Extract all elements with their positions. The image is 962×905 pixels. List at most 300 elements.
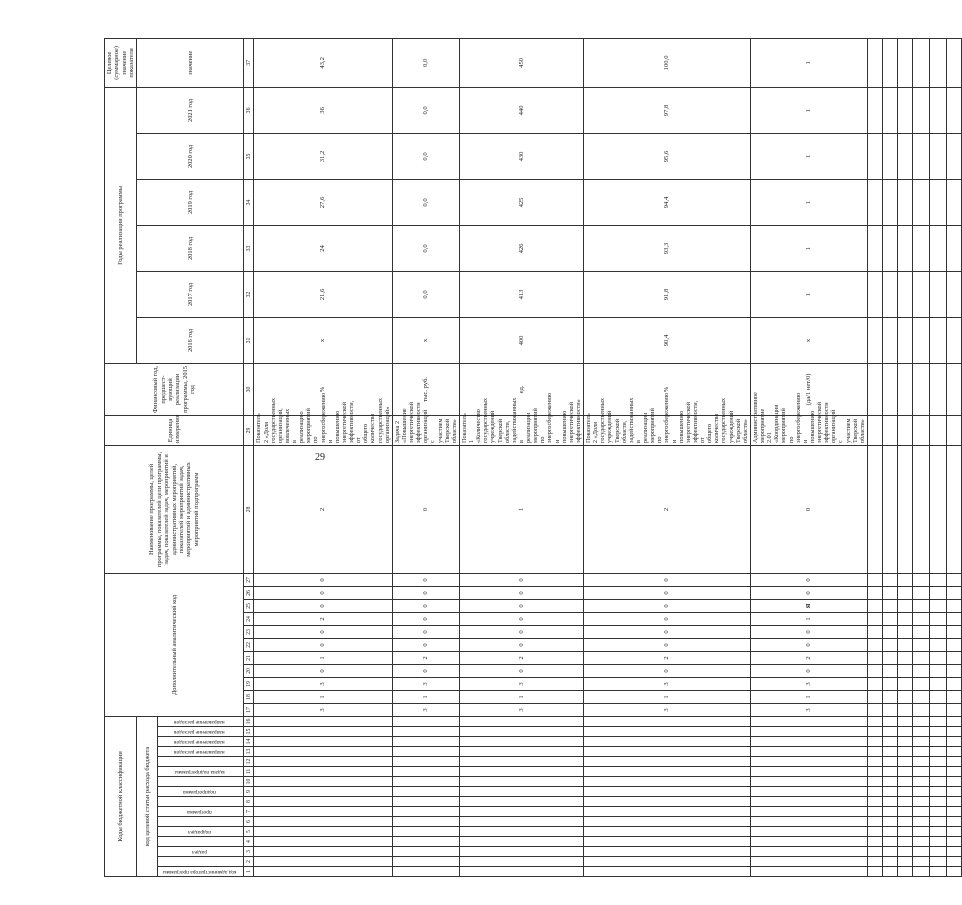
budget-code-cell xyxy=(459,827,583,837)
empty-cell xyxy=(897,727,912,737)
empty-cell xyxy=(882,857,897,867)
column-number: 17 xyxy=(244,703,254,716)
empty-cell xyxy=(912,787,929,797)
column-number: 7 xyxy=(244,807,254,817)
empty-cell xyxy=(929,817,946,827)
budget-code-cell xyxy=(254,747,392,757)
empty-cell xyxy=(929,767,946,777)
empty-cell xyxy=(912,867,929,877)
empty-cell xyxy=(897,612,912,625)
empty-cell xyxy=(867,445,882,573)
budget-code-cell xyxy=(392,807,459,817)
code-subheader: направление расходов xyxy=(158,716,244,726)
column-number: 26 xyxy=(244,586,254,599)
empty-cell xyxy=(912,747,929,757)
budget-code-cell xyxy=(254,867,392,877)
empty-cell xyxy=(897,737,912,747)
empty-cell xyxy=(929,179,946,225)
analytic-code-cell: 0 xyxy=(584,573,751,586)
year-value: 426 xyxy=(459,225,583,271)
empty-cell xyxy=(867,586,882,599)
budget-code-cell xyxy=(459,867,583,877)
column-number: 2 xyxy=(244,857,254,867)
empty-cell xyxy=(882,777,897,787)
table-row xyxy=(459,38,583,876)
analytic-code-cell: 0 xyxy=(459,625,583,638)
year-value: 36 xyxy=(254,87,392,133)
empty-cell xyxy=(929,651,946,664)
column-number: 29 xyxy=(244,415,254,445)
empty-cell xyxy=(946,817,961,827)
empty-cell xyxy=(882,703,897,716)
analytic-code-cell: 1 xyxy=(392,690,459,703)
empty-cell xyxy=(882,625,897,638)
analytic-code-cell: 0 xyxy=(254,573,392,586)
column-number: 27 xyxy=(244,573,254,586)
empty-cell xyxy=(867,797,882,807)
empty-cell xyxy=(912,599,929,612)
column-number: 3 xyxy=(244,847,254,857)
code-subheader xyxy=(158,757,244,767)
empty-cell xyxy=(867,363,882,415)
empty-cell xyxy=(946,703,961,716)
empty-cell xyxy=(946,445,961,573)
empty-cell xyxy=(946,677,961,690)
empty-cell xyxy=(882,727,897,737)
empty-cell xyxy=(867,767,882,777)
empty-cell xyxy=(912,363,929,415)
empty-cell xyxy=(929,847,946,857)
analytic-code-cell: 1 xyxy=(254,690,392,703)
budget-code-cell xyxy=(459,787,583,797)
analytic-code-cell: 3 xyxy=(584,677,751,690)
empty-cell xyxy=(867,690,882,703)
budget-code-cell xyxy=(584,847,751,857)
page-number: 29 xyxy=(315,452,325,463)
empty-cell xyxy=(882,317,897,363)
budget-code-cell xyxy=(254,737,392,747)
year-value: 1 xyxy=(750,87,867,133)
analytic-code-cell: 2 xyxy=(750,651,867,664)
year-value: 413 xyxy=(459,271,583,317)
empty-cell xyxy=(946,747,961,757)
code-subheader: направление расходов xyxy=(158,727,244,737)
year-header: 2019 год xyxy=(137,179,244,225)
empty-cell xyxy=(929,867,946,877)
empty-cell xyxy=(867,777,882,787)
base-year-value: 400 xyxy=(459,317,583,363)
year-value: 440 xyxy=(459,87,583,133)
budget-code-cell xyxy=(750,767,867,777)
budget-code-cell xyxy=(459,837,583,847)
empty-cell xyxy=(897,38,912,87)
budget-code-cell xyxy=(254,837,392,847)
empty-cell xyxy=(897,625,912,638)
empty-cell xyxy=(929,599,946,612)
empty-cell xyxy=(946,651,961,664)
budget-code-cell xyxy=(254,857,392,867)
empty-cell xyxy=(912,807,929,817)
empty-cell xyxy=(882,817,897,827)
budget-code-cell xyxy=(459,716,583,726)
year-value: 1 xyxy=(750,225,867,271)
empty-cell xyxy=(946,716,961,726)
column-number: 6 xyxy=(244,817,254,827)
empty-cell xyxy=(946,787,961,797)
column-number: 33 xyxy=(244,225,254,271)
empty-cell xyxy=(897,837,912,847)
empty-cell xyxy=(929,638,946,651)
empty-cell xyxy=(929,317,946,363)
analytic-code-cell: 3 xyxy=(392,677,459,690)
empty-cell xyxy=(912,847,929,857)
analytic-code-cell: 2 xyxy=(254,445,392,573)
year-value: 1 xyxy=(750,179,867,225)
analytic-code-cell: 0 xyxy=(392,599,459,612)
empty-cell xyxy=(912,612,929,625)
budget-code-cell xyxy=(750,857,867,867)
year-value: 0,0 xyxy=(392,179,459,225)
empty-cell xyxy=(912,586,929,599)
budget-code-cell xyxy=(254,777,392,787)
empty-cell xyxy=(946,727,961,737)
analytic-code-cell: 0 xyxy=(459,664,583,677)
empty-cell xyxy=(912,271,929,317)
table-row xyxy=(254,38,392,876)
indicator-name: Задача 2 «Повышение энергетической эффективности организаций с участием Тверской области» xyxy=(392,415,459,445)
empty-cell xyxy=(912,727,929,737)
empty-cell xyxy=(929,38,946,87)
budget-code-cell xyxy=(392,857,459,867)
budget-code-cell xyxy=(254,817,392,827)
year-header: 2018 год xyxy=(137,225,244,271)
empty-cell xyxy=(897,445,912,573)
budget-code-cell xyxy=(750,757,867,767)
budget-code-cell xyxy=(584,857,751,867)
empty-cell xyxy=(929,787,946,797)
analytic-code-cell: 0 xyxy=(392,612,459,625)
empty-cell xyxy=(867,225,882,271)
empty-cell xyxy=(946,807,961,817)
analytic-code-cell: 0 xyxy=(392,573,459,586)
empty-cell xyxy=(912,703,929,716)
empty-cell xyxy=(946,317,961,363)
table-row xyxy=(392,38,459,876)
empty-cell xyxy=(897,757,912,767)
year-value: 97,8 xyxy=(584,87,751,133)
code-subheader: подпрограмма xyxy=(158,787,244,797)
analytic-code-cell: 0 xyxy=(254,625,392,638)
analytic-code-cell: 1 xyxy=(459,445,583,573)
empty-cell xyxy=(912,690,929,703)
column-number: 37 xyxy=(244,38,254,87)
analytic-code-cell: 3 xyxy=(254,677,392,690)
budget-code-cell xyxy=(392,827,459,837)
empty-cell xyxy=(882,599,897,612)
budget-code-cell xyxy=(254,807,392,817)
empty-cell xyxy=(897,573,912,586)
analytic-code-cell: 1 xyxy=(254,651,392,664)
empty-cell xyxy=(912,317,929,363)
budget-code-cell xyxy=(584,757,751,767)
indicator-table xyxy=(104,38,962,877)
code-subheader: код администратора программы xyxy=(158,867,244,877)
analytic-code-cell: 0 xyxy=(459,638,583,651)
budget-code-cell xyxy=(584,777,751,787)
empty-cell xyxy=(867,787,882,797)
empty-cell xyxy=(882,271,897,317)
empty-cell xyxy=(929,612,946,625)
unit-cell: % xyxy=(254,363,392,415)
column-number: 21 xyxy=(244,651,254,664)
column-number: 1 xyxy=(244,867,254,877)
budget-code-cell xyxy=(254,847,392,857)
analytic-code-cell: 0 xyxy=(459,612,583,625)
column-number: 8 xyxy=(244,797,254,807)
empty-cell xyxy=(912,716,929,726)
column-number: 23 xyxy=(244,625,254,638)
empty-cell xyxy=(912,87,929,133)
budget-code-cell xyxy=(459,797,583,807)
empty-cell xyxy=(867,179,882,225)
empty-cell xyxy=(867,837,882,847)
program-years-header: Годы реализации программы xyxy=(105,87,137,363)
unit-cell: (да/1 нет/0) xyxy=(750,363,867,415)
code-subheader: подраздел xyxy=(158,827,244,837)
empty-cell xyxy=(897,363,912,415)
empty-cell xyxy=(882,757,897,767)
empty-cell xyxy=(882,573,897,586)
empty-cell xyxy=(912,638,929,651)
empty-cell xyxy=(867,651,882,664)
empty-cell xyxy=(897,179,912,225)
column-number: 14 xyxy=(244,737,254,747)
empty-cell xyxy=(882,651,897,664)
empty-cell xyxy=(946,133,961,179)
empty-cell xyxy=(946,625,961,638)
empty-cell xyxy=(946,612,961,625)
analytic-code-cell: 1 xyxy=(584,690,751,703)
analytic-code-cell: 0 xyxy=(254,638,392,651)
empty-cell xyxy=(912,677,929,690)
year-header: 2021 год xyxy=(137,87,244,133)
year-value: 95,6 xyxy=(584,133,751,179)
budget-code-cell xyxy=(392,847,459,857)
analytic-code-cell: 3 xyxy=(254,703,392,716)
code-subheader xyxy=(158,777,244,787)
analytic-code-cell: 0 xyxy=(254,664,392,677)
analytic-code-cell: 0 xyxy=(459,573,583,586)
empty-cell xyxy=(929,737,946,747)
empty-cell xyxy=(897,867,912,877)
empty-cell xyxy=(867,664,882,677)
budget-code-cell xyxy=(392,817,459,827)
empty-cell xyxy=(929,690,946,703)
analytic-code-cell: 0 xyxy=(584,599,751,612)
name-column-header: Наименование программы, целей программы, показателей цели программы, задач, показателей задач, мероприятий и административных мероприятий, показателей мероприятий задач, мероприятий и административных мероприятий подпрограмм xyxy=(105,445,244,573)
budget-code-cell xyxy=(392,737,459,747)
empty-cell xyxy=(897,827,912,837)
empty-cell xyxy=(929,757,946,767)
column-number: 5 xyxy=(244,827,254,837)
empty-cell xyxy=(867,415,882,445)
empty-cell xyxy=(946,586,961,599)
empty-cell xyxy=(897,599,912,612)
analytic-code-cell: 3 xyxy=(750,677,867,690)
empty-cell xyxy=(912,38,929,87)
empty-cell xyxy=(882,415,897,445)
analytic-code-cell: 0 xyxy=(254,586,392,599)
column-number: 9 xyxy=(244,787,254,797)
budget-code-cell xyxy=(750,837,867,847)
base-year-value: х xyxy=(254,317,392,363)
empty-cell xyxy=(897,817,912,827)
budget-code-cell xyxy=(254,716,392,726)
empty-cell xyxy=(882,664,897,677)
empty-cell xyxy=(882,445,897,573)
empty-cell xyxy=(912,837,929,847)
empty-cell xyxy=(882,38,897,87)
empty-cell xyxy=(946,837,961,847)
table-row xyxy=(584,38,751,876)
column-number: 24 xyxy=(244,612,254,625)
budget-code-cell xyxy=(392,777,459,787)
empty-cell xyxy=(946,767,961,777)
column-number: 20 xyxy=(244,664,254,677)
column-number: 22 xyxy=(244,638,254,651)
year-value: 100,0 xyxy=(584,38,751,87)
analytic-code-cell: 1 xyxy=(750,690,867,703)
code-subheader xyxy=(158,837,244,847)
budget-code-cell xyxy=(584,817,751,827)
year-value: 0,0 xyxy=(392,87,459,133)
empty-cell xyxy=(882,867,897,877)
empty-cell xyxy=(912,757,929,767)
budget-code-cell xyxy=(459,747,583,757)
empty-cell xyxy=(867,271,882,317)
budget-code-cell xyxy=(750,777,867,787)
budget-code-cell xyxy=(254,767,392,777)
empty-cell xyxy=(929,747,946,757)
empty-cell xyxy=(929,677,946,690)
code-subheader xyxy=(158,817,244,827)
empty-cell xyxy=(882,807,897,817)
empty-cell xyxy=(912,737,929,747)
budget-code-cell xyxy=(750,807,867,817)
empty-cell xyxy=(882,737,897,747)
column-number: 35 xyxy=(244,133,254,179)
empty-cell xyxy=(867,677,882,690)
empty-cell xyxy=(867,857,882,867)
empty-cell xyxy=(867,716,882,726)
analytic-code-cell: 0 xyxy=(584,612,751,625)
code-subheader xyxy=(158,797,244,807)
base-year-value: х xyxy=(750,317,867,363)
empty-cell xyxy=(867,133,882,179)
budget-code-cell xyxy=(459,857,583,867)
empty-cell xyxy=(929,573,946,586)
empty-cell xyxy=(867,737,882,747)
year-value: 21,6 xyxy=(254,271,392,317)
empty-cell xyxy=(882,87,897,133)
year-value: 1 xyxy=(750,38,867,87)
budget-code-cell xyxy=(459,727,583,737)
empty-cell xyxy=(867,612,882,625)
budget-code-cell xyxy=(392,797,459,807)
analytic-code-cell: 0 xyxy=(584,638,751,651)
budget-code-cell xyxy=(584,716,751,726)
base-year-value: 90,4 xyxy=(584,317,751,363)
empty-cell xyxy=(929,586,946,599)
year-value: 0,0 xyxy=(392,225,459,271)
empty-cell xyxy=(882,716,897,726)
empty-cell xyxy=(867,638,882,651)
empty-cell xyxy=(929,837,946,847)
budget-code-cell xyxy=(459,777,583,787)
budget-code-cell xyxy=(254,827,392,837)
empty-cell xyxy=(867,87,882,133)
target-value-header: Целевое (суммарное) значение показателя xyxy=(105,38,137,87)
empty-cell xyxy=(929,727,946,737)
budget-code-cell xyxy=(584,727,751,737)
empty-cell xyxy=(867,727,882,737)
indicator-table-sheet xyxy=(104,46,866,877)
budget-code-cell xyxy=(750,847,867,857)
empty-cell xyxy=(897,664,912,677)
unit-cell: ед. xyxy=(459,363,583,415)
empty-cell xyxy=(929,271,946,317)
empty-cell xyxy=(897,847,912,857)
empty-cell xyxy=(929,827,946,837)
budget-code-cell xyxy=(459,817,583,827)
empty-cell xyxy=(946,827,961,837)
analytic-code-cell: 0 xyxy=(584,586,751,599)
empty-cell xyxy=(946,179,961,225)
analytic-code-cell: 0 xyxy=(459,586,583,599)
budget-code-cell xyxy=(750,827,867,837)
column-number: 36 xyxy=(244,87,254,133)
analytic-code-cell: 2 xyxy=(459,651,583,664)
empty-cell xyxy=(912,133,929,179)
column-number: 34 xyxy=(244,179,254,225)
column-number: 18 xyxy=(244,690,254,703)
empty-cell xyxy=(946,777,961,787)
budget-code-cell xyxy=(584,837,751,847)
analytic-code-cell: 0 xyxy=(584,625,751,638)
empty-cell xyxy=(912,625,929,638)
empty-cell xyxy=(882,787,897,797)
empty-cell xyxy=(882,638,897,651)
year-value: 43,2 xyxy=(254,38,392,87)
expense-code-header: код целевой статьи расхода бюджета xyxy=(137,716,158,876)
code-subheader: задача подпрограммы xyxy=(158,767,244,777)
empty-cell xyxy=(929,625,946,638)
empty-cell xyxy=(897,787,912,797)
empty-cell xyxy=(882,847,897,857)
empty-cell xyxy=(897,225,912,271)
column-number: 15 xyxy=(244,727,254,737)
analytic-code-cell: 1 xyxy=(750,612,867,625)
budget-code-cell xyxy=(254,757,392,767)
analytic-code-cell: 0 xyxy=(750,573,867,586)
budget-code-cell xyxy=(392,787,459,797)
empty-cell xyxy=(912,827,929,837)
empty-cell xyxy=(867,317,882,363)
budget-code-cell xyxy=(750,797,867,807)
empty-cell xyxy=(897,747,912,757)
empty-cell xyxy=(946,664,961,677)
empty-cell xyxy=(897,716,912,726)
